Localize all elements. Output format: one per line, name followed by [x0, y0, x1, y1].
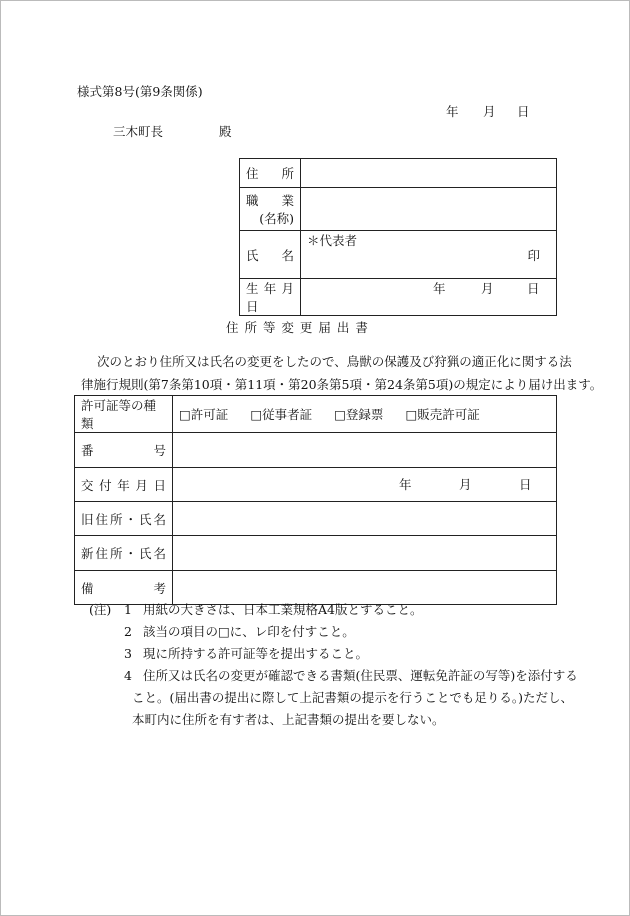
old-address-field[interactable] [173, 502, 557, 536]
issue-date-field[interactable] [173, 468, 557, 502]
note-4-num: 4 [124, 668, 132, 683]
remarks-field[interactable] [173, 571, 557, 605]
document-title: 住 所 等 変 更 届 出 書 [226, 320, 368, 335]
old-address-label: 旧住所・氏名 [75, 502, 173, 536]
permit-type-label: 許可証等の種類 [75, 396, 173, 433]
birth-day: 日 [527, 281, 540, 296]
date-year: 年 [446, 104, 459, 119]
note-3-num: 3 [124, 646, 132, 661]
issue-day: 日 [519, 477, 532, 492]
remarks-label: 備 考 [75, 571, 173, 605]
option-worker-cert[interactable]: □従事者証 [250, 407, 313, 422]
name-field[interactable] [301, 231, 557, 279]
issue-month: 月 [459, 477, 472, 492]
option-permit[interactable]: □許可証 [179, 407, 229, 422]
note-1: 用紙の大きさは、日本工業規格A4版とすること。 [143, 602, 423, 617]
change-table [74, 395, 557, 605]
issue-date-label: 交付年月日 [75, 468, 173, 502]
new-address-field[interactable] [173, 536, 557, 571]
issue-year: 年 [399, 477, 412, 492]
birth-field[interactable] [301, 279, 557, 316]
addressee-name: 三木町長 [113, 124, 164, 139]
date-day: 日 [517, 104, 530, 119]
seal-mark: 印 [527, 248, 540, 263]
applicant-table [239, 158, 557, 316]
representative-note: ＊代表者 [307, 233, 358, 248]
addressee-honorific: 殿 [219, 124, 232, 139]
new-address-label: 新住所・氏名 [75, 536, 173, 571]
body-line-1: 次のとおり住所又は氏名の変更をしたので、鳥獣の保護及び狩猟の適正化に関する法 [97, 354, 572, 369]
date-month: 月 [483, 104, 496, 119]
note-4: 住所又は氏名の変更が確認できる書類(住民票、運転免許証の写等)を添付する [143, 668, 578, 683]
note-2-num: 2 [124, 624, 132, 639]
number-label: 番 号 [75, 433, 173, 468]
birth-year: 年 [433, 281, 446, 296]
number-field[interactable] [173, 433, 557, 468]
note-4-cont-1: こと。(届出書の提出に際して上記書類の提示を行うことでも足りる。)ただし、 [132, 690, 574, 705]
note-4-cont-2: 本町内に住所を有す者は、上記書類の提出を要しない。 [132, 712, 445, 727]
option-registration[interactable]: □登録票 [334, 407, 384, 422]
notes-prefix: (注) [89, 602, 112, 617]
birth-month: 月 [481, 281, 494, 296]
address-label: 住 所 [240, 159, 301, 188]
note-1-num: 1 [124, 602, 132, 617]
option-sales-permit[interactable]: □販売許可証 [405, 407, 480, 422]
address-field[interactable] [301, 159, 557, 188]
occupation-field[interactable] [301, 188, 557, 231]
birth-label: 生年月日 [240, 279, 301, 316]
occupation-label: 職 業 (名称) [240, 188, 301, 231]
permit-type-options [173, 396, 557, 433]
form-number: 様式第8号(第9条関係) [77, 84, 203, 99]
name-label: 氏 名 [240, 231, 301, 279]
note-2: 該当の項目の□に、レ印を付すこと。 [143, 624, 355, 639]
note-3: 現に所持する許可証等を提出すること。 [143, 646, 369, 661]
body-line-2: 律施行規則(第7条第10項・第11項・第20条第5項・第24条第5項)の規定により届け出ます。 [81, 377, 603, 392]
